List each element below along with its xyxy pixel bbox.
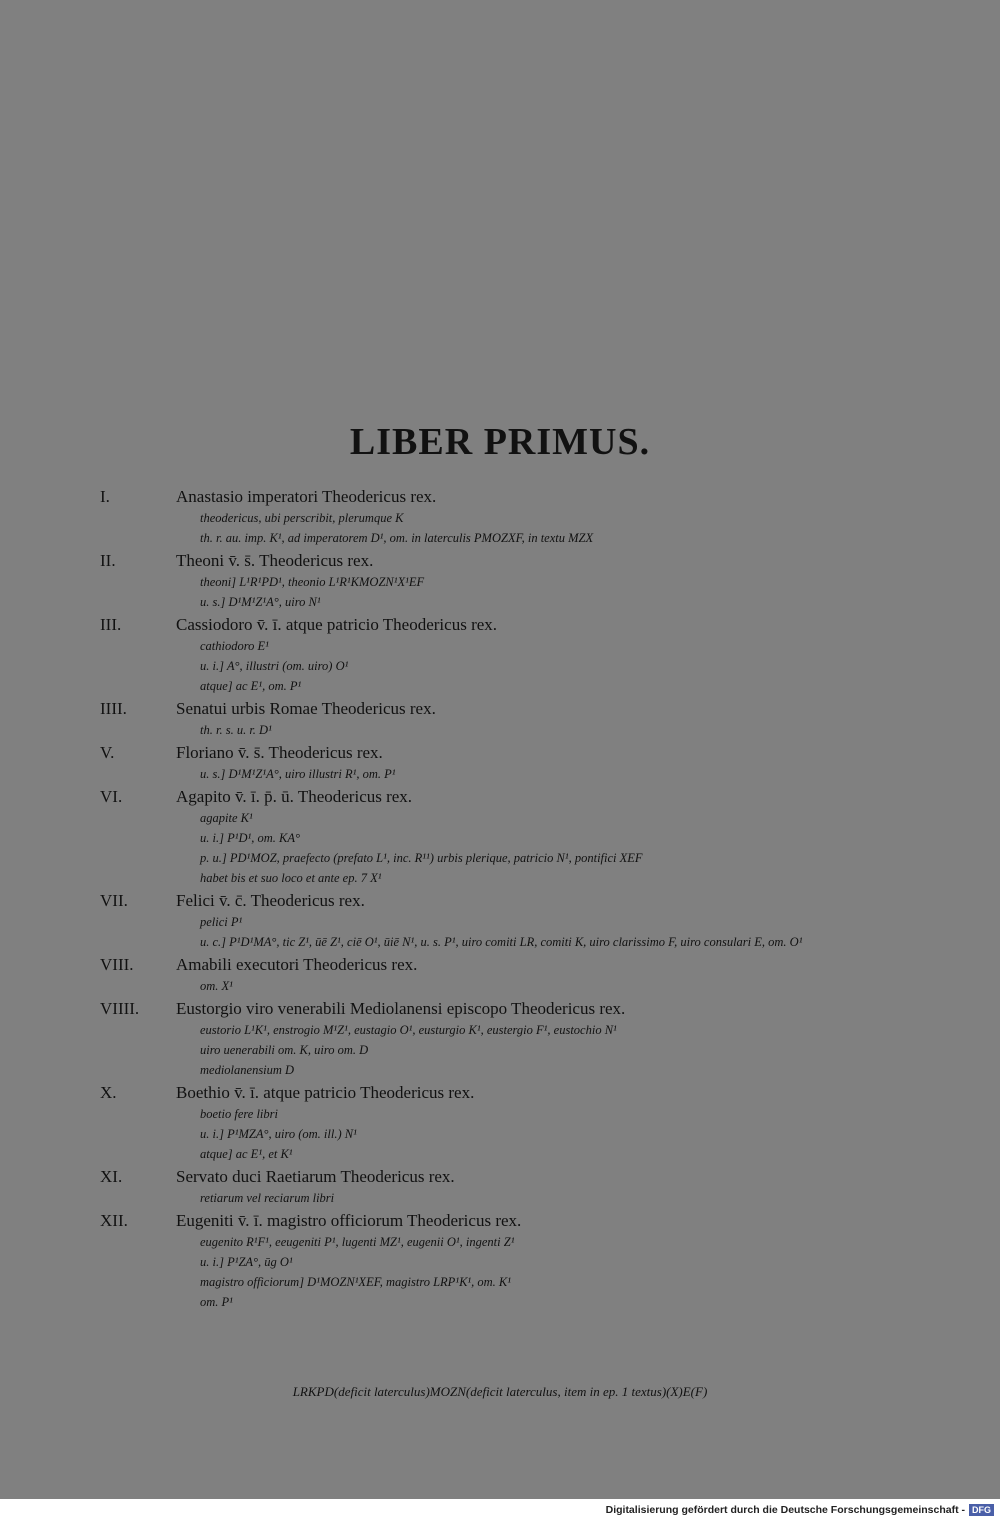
letter-entry [100, 1210, 900, 1312]
apparatus-note: atque] ac E¹, om. P¹ [200, 679, 302, 693]
apparatus-note: habet bis et suo loco et ante ep. 7 X¹ [200, 871, 382, 885]
letter-number: VIIII. [100, 999, 140, 1018]
letter-entry [100, 1166, 900, 1208]
apparatus-note: th. r. s. u. r. D¹ [200, 723, 272, 737]
letter-address: Senatui urbis Romae Theodericus rex. [176, 699, 436, 718]
letter-number: VI. [100, 787, 123, 806]
letter-heading [100, 698, 900, 720]
apparatus-note: boetio fere libri [200, 1107, 278, 1121]
letter-heading [100, 1082, 900, 1104]
apparatus-note: agapite K¹ [200, 811, 253, 825]
letter-number: I. [100, 487, 110, 506]
apparatus-note: theodericus, ubi perscribit, plerumque K [200, 511, 404, 525]
apparatus-note: eugenito R¹F¹, eeugeniti P¹, lugenti MZ¹, eugenii O¹, ingenti Z¹ [200, 1235, 515, 1249]
letter-number: XII. [100, 1211, 128, 1230]
letter-address: Floriano v̄. s̄. Theodericus rex. [176, 743, 383, 762]
letter-entry [100, 890, 900, 952]
apparatus-note: p. u.] PD¹MOZ, praefecto (prefato L¹, inc. R¹¹) urbis plerique, patricio N¹, pontifici XEF [200, 851, 643, 865]
apparatus-note: pelici P¹ [200, 915, 243, 929]
letter-entry [100, 550, 900, 612]
letter-heading [100, 786, 900, 808]
letter-entry [100, 786, 900, 888]
letter-number: II. [100, 551, 116, 570]
letter-heading [100, 486, 900, 508]
letter-address: Servato duci Raetiarum Theodericus rex. [176, 1167, 455, 1186]
letter-heading [100, 998, 900, 1020]
letter-address: Amabili executori Theodericus rex. [176, 955, 418, 974]
letter-number: III. [100, 615, 122, 634]
letter-address: Eugeniti v̄. ī. magistro officiorum Theodericus rex. [176, 1211, 522, 1230]
apparatus-note: u. i.] P¹ZA°, ūg O¹ [200, 1255, 293, 1269]
apparatus-note: u. i.] P¹MZA°, uiro (om. ill.) N¹ [200, 1127, 357, 1141]
letter-number: V. [100, 743, 115, 762]
letter-heading [100, 890, 900, 912]
letter-entry [100, 486, 900, 548]
apparatus-note: uiro uenerabili om. K, uiro om. D [200, 1043, 369, 1057]
manuscript-note: LRKPD(deficit laterculus)MOZN(deficit laterculus, item in ep. 1 textus)(X)E(F) [292, 1384, 708, 1399]
letter-address: Boethio v̄. ī. atque patricio Theodericus rex. [176, 1083, 475, 1102]
letter-address: Theoni v̄. s̄. Theodericus rex. [176, 551, 374, 570]
footer-bar [0, 1499, 1000, 1521]
apparatus-note: u. s.] D¹M¹Z¹A°, uiro illustri R¹, om. P¹ [200, 767, 396, 781]
apparatus-note: cathiodoro E¹ [200, 639, 269, 653]
letter-entry [100, 698, 900, 740]
letter-number: XI. [100, 1167, 123, 1186]
letter-address: Felici v̄. c̄. Theodericus rex. [176, 891, 365, 910]
letter-heading [100, 614, 900, 636]
letter-number: IIII. [100, 699, 127, 718]
apparatus-note: u. i.] P¹D¹, om. KA° [200, 831, 300, 845]
letter-heading [100, 742, 900, 764]
apparatus-note: eustorio L¹K¹, enstrogio M¹Z¹, eustagio O¹, eusturgio K¹, eustergio F¹, eustochio N¹ [200, 1023, 617, 1037]
apparatus-note: retiarum vel reciarum libri [200, 1191, 335, 1205]
letter-heading [100, 954, 900, 976]
letter-address: Agapito v̄. ī. p̄. ū. Theodericus rex. [176, 787, 413, 806]
letter-number: VIII. [100, 955, 134, 974]
letter-heading [100, 1166, 900, 1188]
letter-entry [100, 998, 900, 1080]
apparatus-note: om. P¹ [200, 1295, 233, 1309]
letter-entry [100, 742, 900, 784]
footer-text: Digitalisierung gefördert durch die Deutsche Forschungsgemeinschaft - [605, 1504, 965, 1516]
apparatus-note: theoni] L¹R¹PD¹, theonio L¹R¹KMOZN¹X¹EF [200, 575, 425, 589]
letter-address: Anastasio imperatori Theodericus rex. [176, 487, 437, 506]
apparatus-note: u. i.] A°, illustri (om. uiro) O¹ [200, 659, 349, 673]
letter-entry [100, 954, 900, 996]
letter-address: Eustorgio viro venerabili Mediolanensi episcopo Theodericus rex. [176, 999, 626, 1018]
apparatus-note: u. c.] P¹D¹MA°, tic Z¹, ūē Z¹, ciē O¹, ūiē N¹, u. s. P¹, uiro comiti LR, comiti K, uiro clarissimo F, uiro consulari E, om. O¹ [200, 935, 803, 949]
apparatus-note: mediolanensium D [200, 1063, 295, 1077]
letter-number: VII. [100, 891, 128, 910]
letter-heading [100, 1210, 900, 1232]
apparatus-note: om. X¹ [200, 979, 233, 993]
dfg-logo: DFG [969, 1504, 994, 1516]
page-title: LIBER PRIMUS. [349, 421, 651, 463]
letter-address: Cassiodoro v̄. ī. atque patricio Theodericus rex. [176, 615, 498, 634]
apparatus-note: u. s.] D¹M¹Z¹A°, uiro N¹ [200, 595, 321, 609]
letter-entry [100, 614, 900, 696]
letter-heading [100, 550, 900, 572]
apparatus-note: atque] ac E¹, et K¹ [200, 1147, 293, 1161]
apparatus-note: magistro officiorum] D¹MOZN¹XEF, magistro LRP¹K¹, om. K¹ [200, 1275, 512, 1289]
apparatus-note: th. r. au. imp. K¹, ad imperatorem D¹, om. in laterculis PMOZXF, in textu MZX [200, 531, 594, 545]
letter-list [100, 486, 900, 1314]
letter-entry [100, 1082, 900, 1164]
letter-number: X. [100, 1083, 117, 1102]
